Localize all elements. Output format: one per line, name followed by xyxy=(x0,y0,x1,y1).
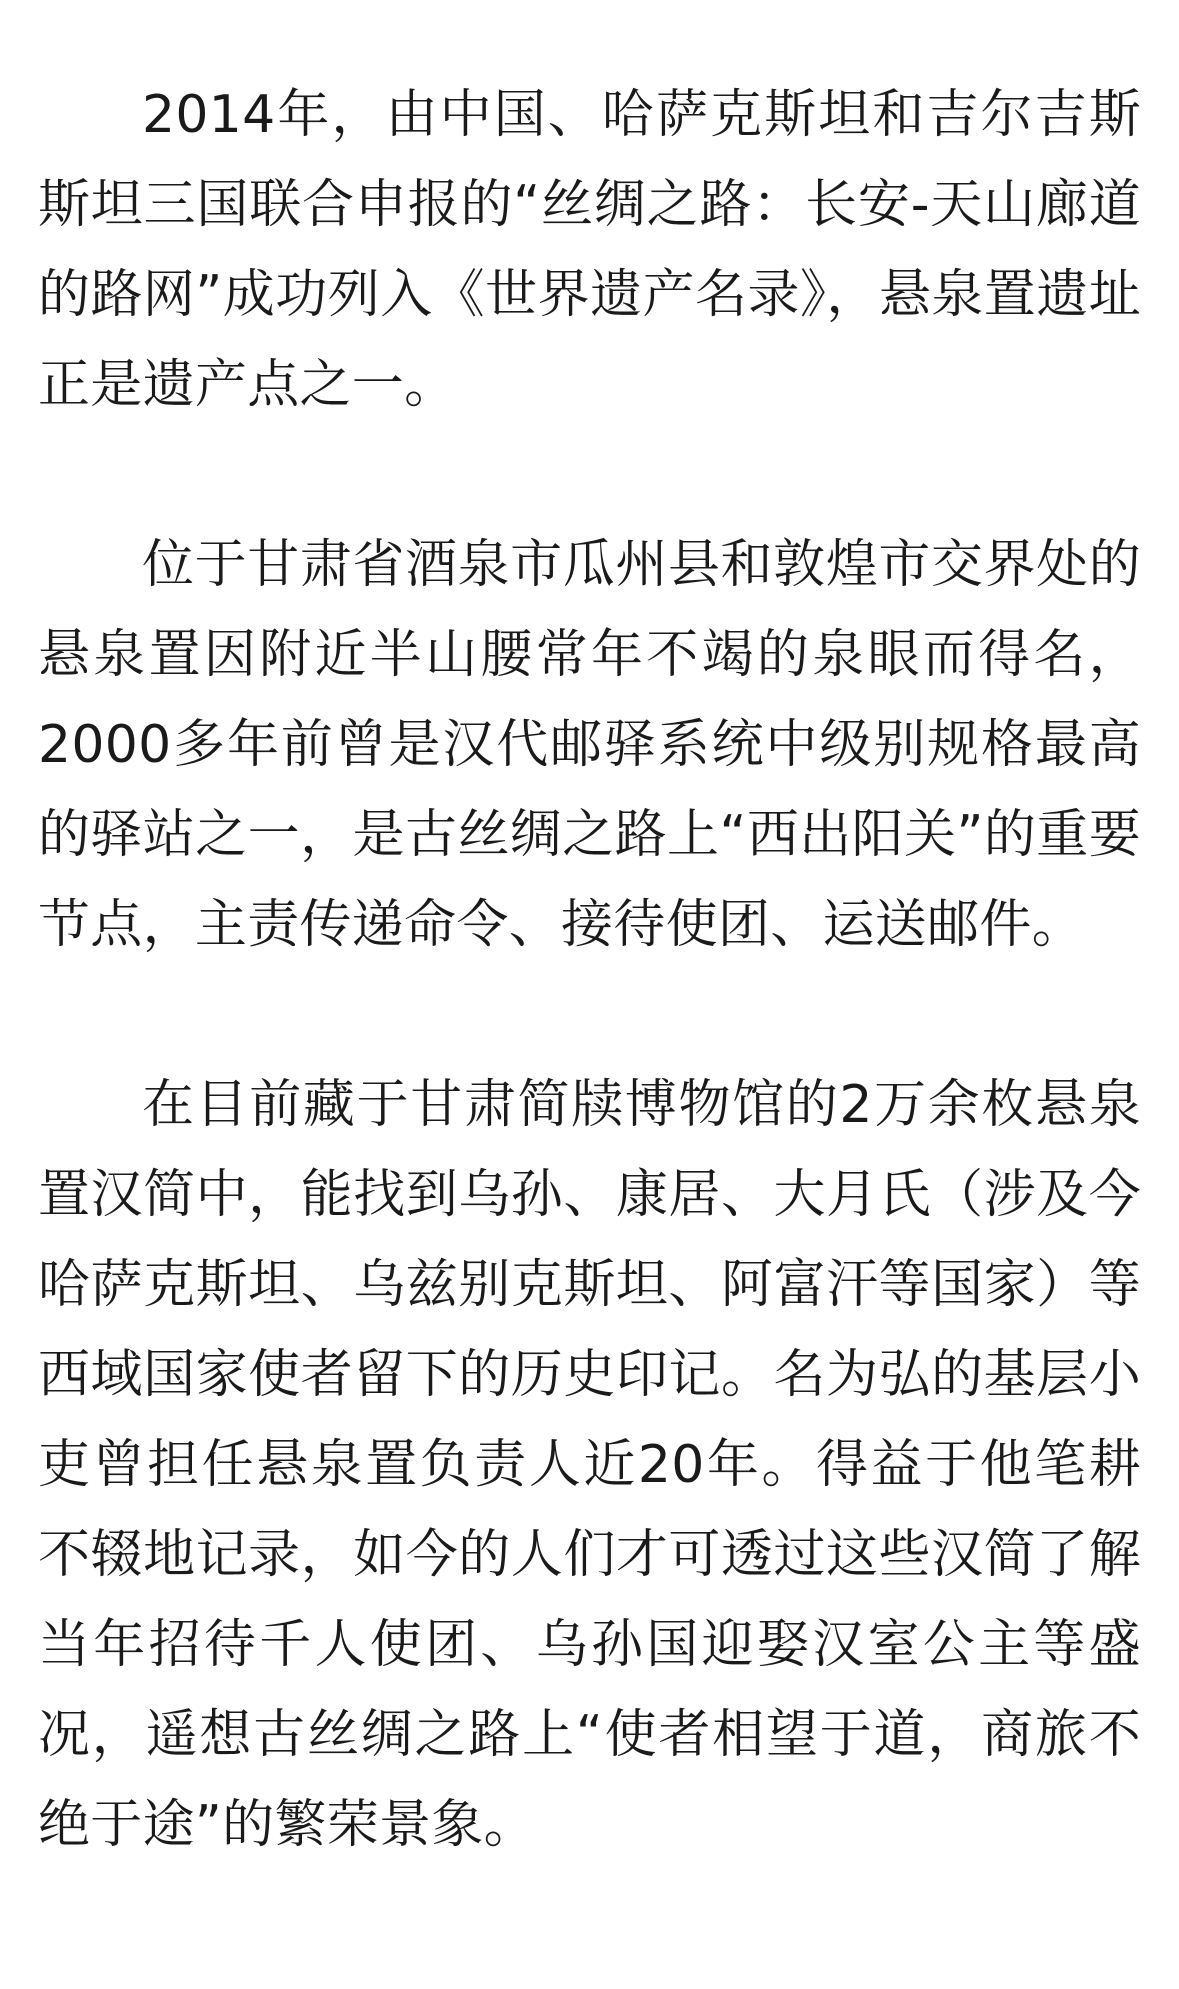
article-body xyxy=(38,70,1141,1870)
paragraph-1: 2014年，由中国、哈萨克斯坦和吉尔吉斯斯坦三国联合申报的“丝绸之路：长安-天山廊道的路网”成功列入《世界遗产名录》，悬泉置遗址正是遗产点之一。 xyxy=(38,85,1141,415)
paragraph-2: 位于甘肃省酒泉市瓜州县和敦煌市交界处的悬泉置因附近半山腰常年不竭的泉眼而得名，2000多年前曾是汉代邮驿系统中级别规格最高的驿站之一，是古丝绸之路上“西出阳关”的重要节点，主责传递命令、接待使团、运送邮件。 xyxy=(38,535,1141,955)
paragraph-3: 在目前藏于甘肃简牍博物馆的2万余枚悬泉置汉简中，能找到乌孙、康居、大月氏（涉及今哈萨克斯坦、乌兹别克斯坦、阿富汗等国家）等西域国家使者留下的历史印记。名为弘的基层小吏曾担任悬泉置负责人近20年。得益于他笔耕不辍地记录，如今的人们才可透过这些汉简了解当年招待千人使团、乌孙国迎娶汉室公主等盛况，遥想古丝绸之路上“使者相望于道，商旅不绝于途”的繁荣景象。 xyxy=(38,1075,1141,1855)
